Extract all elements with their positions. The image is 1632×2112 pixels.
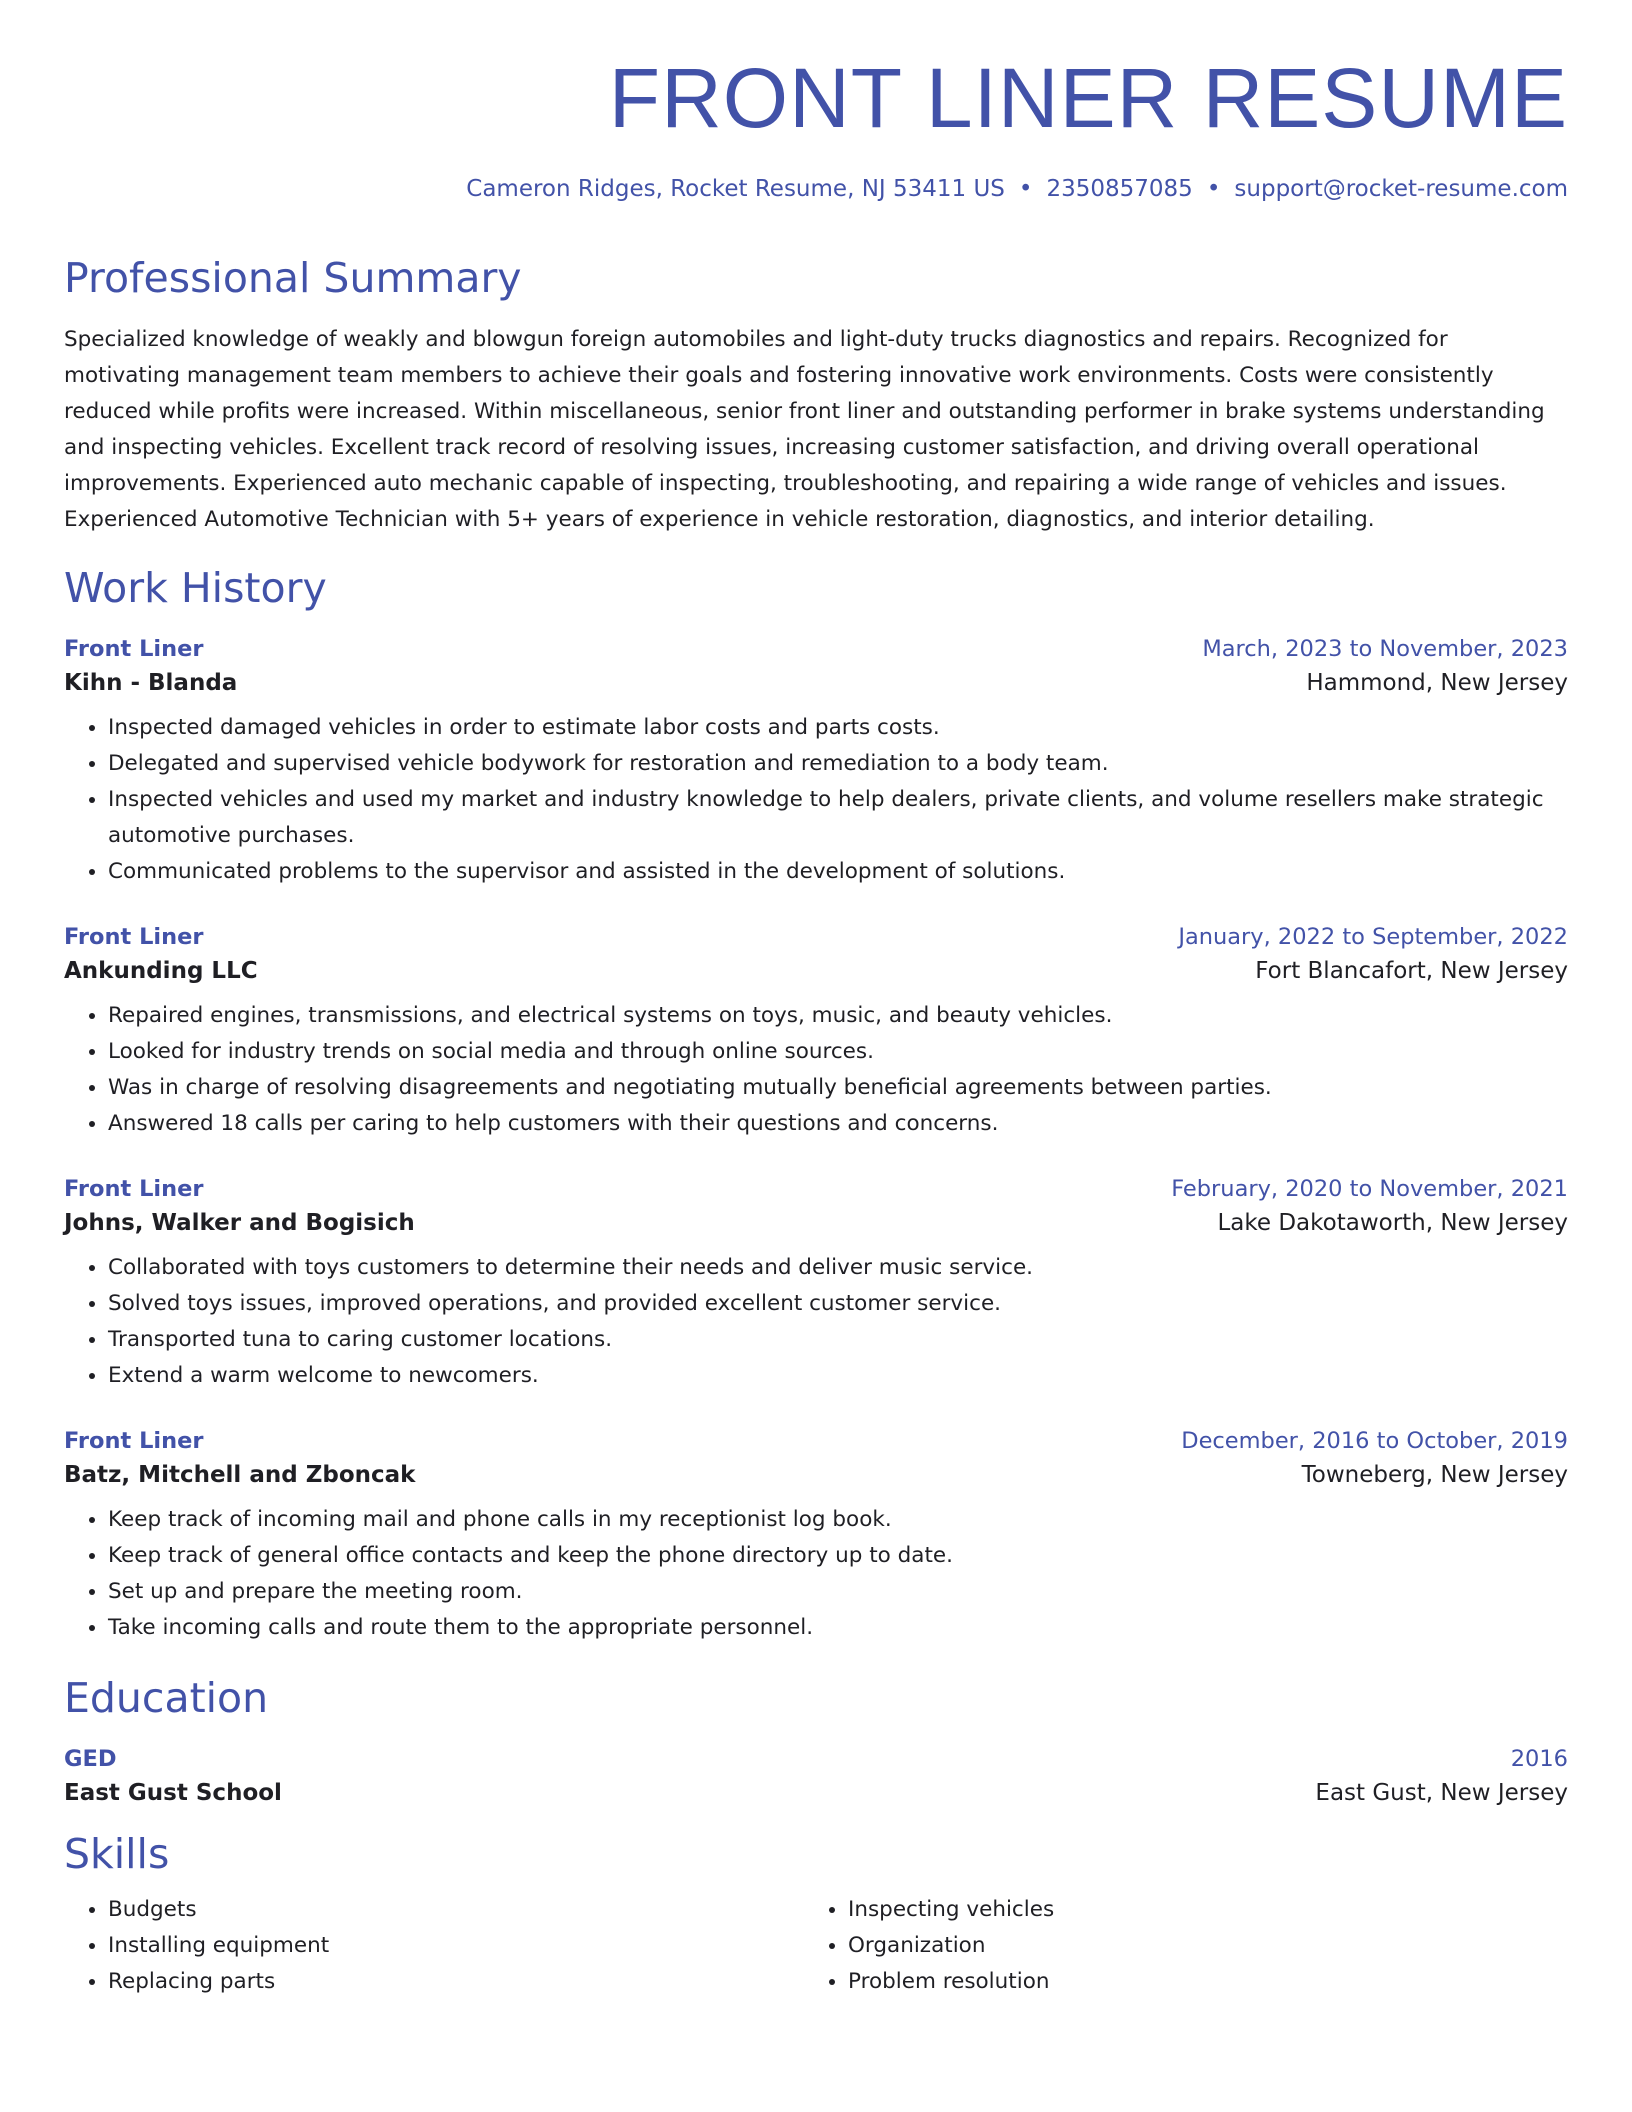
list-item: • Inspected vehicles and used my market and industry knowledge to help dealers, private clients, and volume resellers make strategic automotive purchases.	[108, 782, 1568, 854]
job-title: Front Liner	[64, 636, 204, 663]
contact-phone: 2350857085	[1046, 176, 1193, 203]
job-location: Hammond, New Jersey	[1306, 670, 1568, 697]
list-item: • Extend a warm welcome to newcomers.	[108, 1358, 1568, 1394]
education-school: East Gust School	[64, 1780, 282, 1807]
list-item: • Delegated and supervised vehicle bodywork for restoration and remediation to a body team.	[108, 746, 1568, 782]
skill-item: • Installing equipment	[108, 1928, 804, 1964]
list-item: • Take incoming calls and route them to the appropriate personnel.	[108, 1610, 1568, 1646]
job-dates: February, 2020 to November, 2021	[1171, 1176, 1568, 1203]
job-title: Front Liner	[64, 924, 204, 951]
list-item: • Collaborated with toys customers to determine their needs and deliver music service.	[108, 1250, 1568, 1286]
job-company: Johns, Walker and Bogisich	[64, 1210, 415, 1237]
list-item: • Was in charge of resolving disagreements and negotiating mutually beneficial agreements between parties.	[108, 1070, 1568, 1106]
list-item: • Keep track of general office contacts and keep the phone directory up to date.	[108, 1538, 1568, 1574]
job-row-bottom	[64, 1462, 1568, 1488]
skills-list	[64, 1892, 1568, 2000]
list-item: • Repaired engines, transmissions, and electrical systems on toys, music, and beauty vehicles.	[108, 998, 1568, 1034]
skill-item: • Organization	[848, 1928, 1544, 1964]
list-item: • Set up and prepare the meeting room.	[108, 1574, 1568, 1610]
education-heading: Education	[64, 1674, 269, 1723]
list-item: • Solved toys issues, improved operations, and provided excellent customer service.	[108, 1286, 1568, 1322]
skills-column-left	[64, 1892, 804, 2000]
job-title: Front Liner	[64, 1176, 204, 1203]
job-bullets	[64, 998, 1568, 1142]
list-item: • Inspected damaged vehicles in order to estimate labor costs and parts costs.	[108, 710, 1568, 746]
job-entry	[64, 1176, 1568, 1394]
contact-address: Cameron Ridges, Rocket Resume, NJ 53411 US	[466, 176, 1005, 203]
resume-header	[64, 0, 1568, 202]
contact-separator: •	[1018, 176, 1033, 203]
job-company: Batz, Mitchell and Zboncak	[64, 1462, 416, 1489]
job-location: Towneberg, New Jersey	[1301, 1462, 1568, 1489]
list-item: • Answered 18 calls per caring to help customers with their questions and concerns.	[108, 1106, 1568, 1142]
job-location: Fort Blancafort, New Jersey	[1255, 958, 1568, 985]
contact-email: support@rocket-resume.com	[1234, 176, 1568, 203]
summary-text: Specialized knowledge of weakly and blowgun foreign automobiles and light-duty trucks diagnostics and repairs. Recognized for motivating management team members to achieve their goals and fostering innovative work environments. Costs were consistently reduced while profits were increased. Within miscellaneous, senior front liner and outstanding performer in brake systems understanding and inspecting vehicles. Excellent track record of resolving issues, increasing customer satisfaction, and driving overall operational improvements. Experienced auto mechanic capable of inspecting, troubleshooting, and repairing a wide range of vehicles and issues. Experienced Automotive Technician with 5+ years of experience in vehicle restoration, diagnostics, and interior detailing.	[64, 327, 1545, 533]
summary-heading: Professional Summary	[64, 254, 522, 303]
work-history-heading: Work History	[64, 564, 327, 613]
skill-item: • Replacing parts	[108, 1964, 804, 2000]
list-item: • Looked for industry trends on social media and through online sources.	[108, 1034, 1568, 1070]
job-location: Lake Dakotaworth, New Jersey	[1217, 1210, 1568, 1237]
resume-title: FRONT LINER RESUME	[608, 51, 1568, 145]
skills-heading: Skills	[64, 1830, 170, 1879]
skills-column-right	[804, 1892, 1544, 2000]
education-year: 2016	[1510, 1746, 1568, 1773]
contact-line	[64, 176, 1568, 202]
job-company: Ankunding LLC	[64, 958, 258, 985]
job-row-bottom	[64, 670, 1568, 696]
education-entry	[64, 1746, 1568, 1806]
job-bullets	[64, 1502, 1568, 1646]
job-row-top	[64, 1428, 1568, 1454]
contact-separator: •	[1206, 176, 1221, 203]
job-row-bottom	[64, 958, 1568, 984]
work-history-list	[64, 636, 1568, 1646]
job-dates: March, 2023 to November, 2023	[1202, 636, 1568, 663]
list-item: • Communicated problems to the supervisor and assisted in the development of solutions.	[108, 854, 1568, 890]
job-row-top	[64, 924, 1568, 950]
job-title: Front Liner	[64, 1428, 204, 1455]
job-entry	[64, 636, 1568, 890]
job-row-top	[64, 636, 1568, 662]
job-bullets	[64, 710, 1568, 890]
education-degree: GED	[64, 1746, 117, 1773]
list-item: • Keep track of incoming mail and phone calls in my receptionist log book.	[108, 1502, 1568, 1538]
skill-item: • Inspecting vehicles	[848, 1892, 1544, 1928]
job-entry	[64, 924, 1568, 1142]
job-company: Kihn - Blanda	[64, 670, 238, 697]
skill-item: • Budgets	[108, 1892, 804, 1928]
job-row-top	[64, 1176, 1568, 1202]
job-bullets	[64, 1250, 1568, 1394]
job-entry	[64, 1428, 1568, 1646]
job-row-bottom	[64, 1210, 1568, 1236]
education-row-bottom	[64, 1780, 1568, 1806]
job-dates: December, 2016 to October, 2019	[1181, 1428, 1568, 1455]
skill-item: • Problem resolution	[848, 1964, 1544, 2000]
education-row-top	[64, 1746, 1568, 1772]
education-location: East Gust, New Jersey	[1315, 1780, 1568, 1807]
list-item: • Transported tuna to caring customer locations.	[108, 1322, 1568, 1358]
job-dates: January, 2022 to September, 2022	[1178, 924, 1568, 951]
